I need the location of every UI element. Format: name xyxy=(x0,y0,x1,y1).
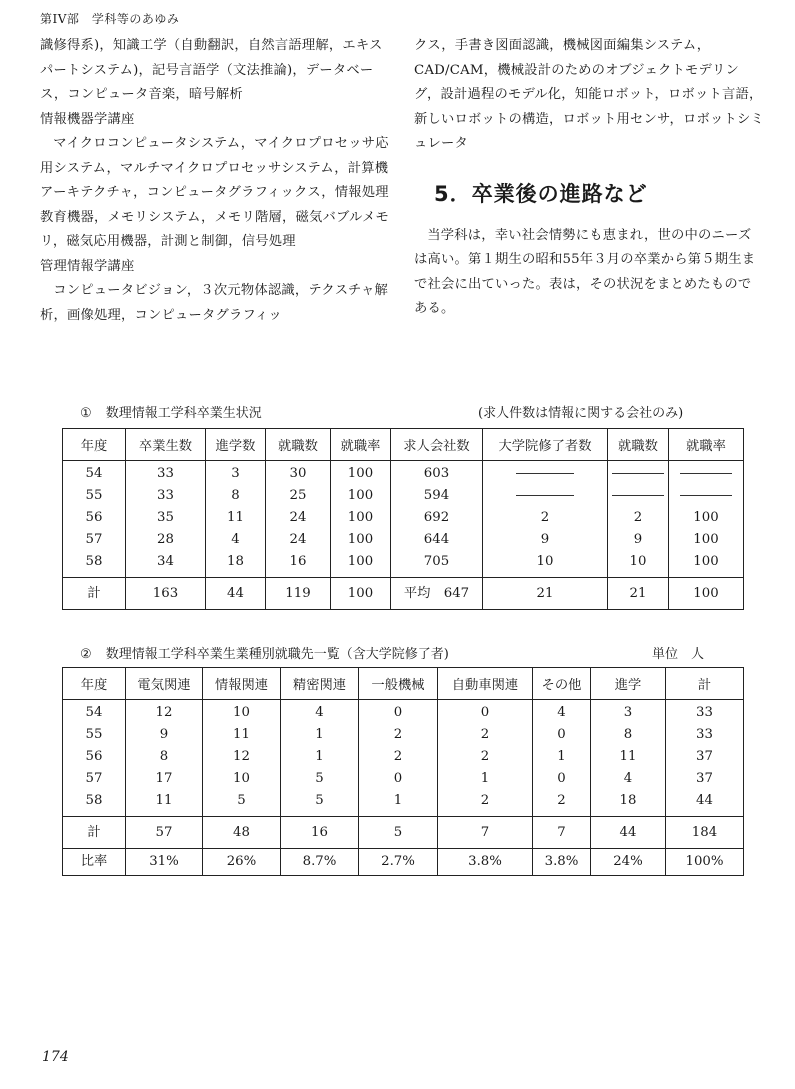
table2-cell: 54 xyxy=(63,700,126,725)
table2-row xyxy=(63,746,744,768)
table2-number: ② xyxy=(80,647,92,662)
table2-ratio-row xyxy=(63,849,744,876)
table2-cell: 8 xyxy=(591,724,666,746)
table1-cell: 34 xyxy=(126,551,206,578)
table2-total-cell: 44 xyxy=(591,817,666,849)
table1-total-row xyxy=(63,578,744,610)
running-head: 第IV部 学科等のあゆみ xyxy=(40,12,180,26)
table1-cell xyxy=(483,485,608,507)
table1-header-row xyxy=(63,429,744,461)
table2-cell: 10 xyxy=(203,768,281,790)
table2-header-row xyxy=(63,668,744,700)
table1-cell: 58 xyxy=(63,551,126,578)
table2-cell: 1 xyxy=(359,790,438,817)
table1-header-cell: 年度 xyxy=(63,429,126,461)
table1-cell: 30 xyxy=(266,461,331,486)
table1-total-cell: 163 xyxy=(126,578,206,610)
not-applicable-dash xyxy=(516,495,574,496)
table2-total-cell: 57 xyxy=(126,817,203,849)
table1-total-cell: 21 xyxy=(483,578,608,610)
table1-cell: 54 xyxy=(63,461,126,486)
table1-cell: 100 xyxy=(331,485,391,507)
table2-cell: 0 xyxy=(438,700,533,725)
table1-cell xyxy=(608,461,669,486)
paragraph-lab3-topics: コンピュータビジョン，３次元物体認識，テクスチャ解析，画像処理，コンピュータグラフィッ xyxy=(40,283,389,323)
table1-cell: 692 xyxy=(391,507,483,529)
table1-row xyxy=(63,461,744,486)
table1-cell: 100 xyxy=(331,529,391,551)
table2-ratio-cell: 3.8% xyxy=(533,849,591,876)
table1-cell xyxy=(669,461,744,486)
table2-row xyxy=(63,724,744,746)
table1-total-cell: 計 xyxy=(63,578,126,610)
table2-header-cell: その他 xyxy=(533,668,591,700)
table2-cell: 18 xyxy=(591,790,666,817)
table2-cell: 4 xyxy=(591,768,666,790)
table2-header-cell: 一般機械 xyxy=(359,668,438,700)
table1-caption xyxy=(80,402,262,421)
table2-row xyxy=(63,700,744,725)
table1-header-cell: 就職率 xyxy=(331,429,391,461)
table1-cell: 9 xyxy=(483,529,608,551)
table1-row xyxy=(63,507,744,529)
table1-cell: 100 xyxy=(331,551,391,578)
table1-cell: 100 xyxy=(331,461,391,486)
table1-number: ① xyxy=(80,406,92,421)
lab-title-management-information: 管理情報学講座 xyxy=(40,258,135,274)
table1-header-cell: 就職率 xyxy=(669,429,744,461)
table1-cell: 55 xyxy=(63,485,126,507)
table1-cell: 18 xyxy=(206,551,266,578)
table2-header-cell: 計 xyxy=(666,668,744,700)
table2-cell: 1 xyxy=(438,768,533,790)
table2-cell: 2 xyxy=(359,724,438,746)
table1-total-cell: 100 xyxy=(669,578,744,610)
table1-total-cell: 21 xyxy=(608,578,669,610)
not-applicable-dash xyxy=(612,495,664,496)
not-applicable-dash xyxy=(680,473,732,474)
table1-cell: 35 xyxy=(126,507,206,529)
right-column xyxy=(414,34,764,322)
table2-cell: 2 xyxy=(438,746,533,768)
table2-cell: 0 xyxy=(359,768,438,790)
table1-cell: 3 xyxy=(206,461,266,486)
table2-cell: 44 xyxy=(666,790,744,817)
table1-cell: 10 xyxy=(608,551,669,578)
table1-header-cell: 就職数 xyxy=(608,429,669,461)
table2-total-row xyxy=(63,817,744,849)
table2-cell: 33 xyxy=(666,700,744,725)
table2-cell: 11 xyxy=(591,746,666,768)
table2-cell: 37 xyxy=(666,746,744,768)
table1-cell: 100 xyxy=(331,507,391,529)
left-column xyxy=(40,34,390,328)
table1-cell: 10 xyxy=(483,551,608,578)
table2-ratio-cell: 24% xyxy=(591,849,666,876)
section-heading: 5．卒業後の進路など xyxy=(434,181,648,206)
table2-ratio-cell: 3.8% xyxy=(438,849,533,876)
table1-cell: 57 xyxy=(63,529,126,551)
table1-cell: 100 xyxy=(669,529,744,551)
table2-row xyxy=(63,768,744,790)
table1-header-cell: 進学数 xyxy=(206,429,266,461)
table1-cell: 16 xyxy=(266,551,331,578)
table2-cell: 11 xyxy=(203,724,281,746)
table2-ratio-cell: 2.7% xyxy=(359,849,438,876)
table1-cell: 2 xyxy=(608,507,669,529)
table2-cell: 2 xyxy=(438,724,533,746)
table1-total-cell: 119 xyxy=(266,578,331,610)
table1-cell xyxy=(669,485,744,507)
table2-header-cell: 電気関連 xyxy=(126,668,203,700)
table1-cell: 100 xyxy=(669,507,744,529)
table1-row xyxy=(63,529,744,551)
table2-cell: 55 xyxy=(63,724,126,746)
table2-total-cell: 7 xyxy=(533,817,591,849)
table2-total-cell: 16 xyxy=(281,817,359,849)
table1-header-cell: 求人会社数 xyxy=(391,429,483,461)
table2-cell: 5 xyxy=(281,790,359,817)
page-number: 174 xyxy=(42,1049,69,1065)
not-applicable-dash xyxy=(680,495,732,496)
table1-cell: 25 xyxy=(266,485,331,507)
table2-cell: 2 xyxy=(438,790,533,817)
lab-title-information-devices: 情報機器学講座 xyxy=(40,111,135,127)
table2-cell: 1 xyxy=(281,724,359,746)
table1-header-cell: 就職数 xyxy=(266,429,331,461)
table1-total-cell: 平均 647 xyxy=(391,578,483,610)
table2-cell: 12 xyxy=(203,746,281,768)
table1-cell: 8 xyxy=(206,485,266,507)
table1-total-cell: 100 xyxy=(331,578,391,610)
table2-cell: 0 xyxy=(533,768,591,790)
table2-cell: 2 xyxy=(359,746,438,768)
table1-row xyxy=(63,485,744,507)
table2-cell: 58 xyxy=(63,790,126,817)
table1-cell: 4 xyxy=(206,529,266,551)
table2-cell: 4 xyxy=(533,700,591,725)
paragraph-lab3-topics-continued: クス，手書き図面認識，機械図面編集システム，CAD/CAM，機械設計のためのオブジェクトモデリング，設計過程のモデル化，知能ロボット，ロボット言語，新しいロボットの構造，ロボット用センサ，ロボットシミュレータ xyxy=(414,38,764,151)
table1-cell: 56 xyxy=(63,507,126,529)
table2-header-cell: 進学 xyxy=(591,668,666,700)
table2-cell: 5 xyxy=(281,768,359,790)
table1-header-cell: 大学院修了者数 xyxy=(483,429,608,461)
table2-employment-by-industry xyxy=(62,667,744,876)
table2-cell: 0 xyxy=(533,724,591,746)
table2-cell: 1 xyxy=(281,746,359,768)
table2-cell: 57 xyxy=(63,768,126,790)
table2-ratio-cell: 8.7% xyxy=(281,849,359,876)
table1-cell xyxy=(608,485,669,507)
table1-total-cell: 44 xyxy=(206,578,266,610)
table1-cell: 24 xyxy=(266,529,331,551)
not-applicable-dash xyxy=(516,473,574,474)
table1-note: (求人件数は情報に関する会社のみ) xyxy=(478,406,684,421)
table1-cell: 11 xyxy=(206,507,266,529)
table2-title: 数理情報工学科卒業生業種別就職先一覧（含大学院修了者) xyxy=(105,647,449,662)
table1-cell: 2 xyxy=(483,507,608,529)
table2-total-cell: 5 xyxy=(359,817,438,849)
table2-ratio-cell: 26% xyxy=(203,849,281,876)
table1-title: 数理情報工学科卒業生状況 xyxy=(105,406,262,421)
table1-cell: 28 xyxy=(126,529,206,551)
table2-row xyxy=(63,790,744,817)
table2-cell: 5 xyxy=(203,790,281,817)
table1-cell: 603 xyxy=(391,461,483,486)
table2-cell: 56 xyxy=(63,746,126,768)
table1-cell xyxy=(483,461,608,486)
table2-cell: 8 xyxy=(126,746,203,768)
table2-cell: 10 xyxy=(203,700,281,725)
table2-total-cell: 計 xyxy=(63,817,126,849)
table2-total-cell: 7 xyxy=(438,817,533,849)
table2-ratio-cell: 31% xyxy=(126,849,203,876)
table1-cell: 100 xyxy=(669,551,744,578)
table2-ratio-cell: 比率 xyxy=(63,849,126,876)
table2-header-cell: 精密関連 xyxy=(281,668,359,700)
table1-cell: 644 xyxy=(391,529,483,551)
table1-row xyxy=(63,551,744,578)
table2-cell: 2 xyxy=(533,790,591,817)
table1-cell: 33 xyxy=(126,485,206,507)
table2-header-cell: 自動車関連 xyxy=(438,668,533,700)
table1-cell: 33 xyxy=(126,461,206,486)
table2-header-cell: 年度 xyxy=(63,668,126,700)
table2-cell: 37 xyxy=(666,768,744,790)
table2-unit: 単位 人 xyxy=(652,647,705,662)
table2-cell: 11 xyxy=(126,790,203,817)
table2-cell: 12 xyxy=(126,700,203,725)
table2-header-cell: 情報関連 xyxy=(203,668,281,700)
table1-cell: 9 xyxy=(608,529,669,551)
table1-cell: 24 xyxy=(266,507,331,529)
table2-cell: 1 xyxy=(533,746,591,768)
table2-cell: 0 xyxy=(359,700,438,725)
table1-cell: 705 xyxy=(391,551,483,578)
table2-ratio-cell: 100% xyxy=(666,849,744,876)
table2-total-cell: 48 xyxy=(203,817,281,849)
table2-cell: 4 xyxy=(281,700,359,725)
table2-cell: 17 xyxy=(126,768,203,790)
paragraph-lab2-topics: マイクロコンピュータシステム，マイクロプロセッサ応用システム，マルチマイクロプロセッサシステム，計算機アーキテクチャ，コンピュータグラフィックス，情報処理教育機器，メモリシステム，メモリ階層，磁気バブルメモリ，磁気応用機器，計測と制御，信号処理 xyxy=(40,136,390,249)
table2-caption xyxy=(80,643,449,662)
table2-total-cell: 184 xyxy=(666,817,744,849)
table1-graduate-status xyxy=(62,428,744,610)
paragraph-career-intro: 当学科は，幸い社会情勢にも恵まれ，世の中のニーズは高い。第１期生の昭和55年３月の卒業から第５期生まで社会に出ていった。表は，その状況をまとめたものである。 xyxy=(414,227,756,316)
not-applicable-dash xyxy=(612,473,664,474)
paragraph-lab1-topics: 識修得系)，知識工学（自動翻訳，自然言語理解，エキスパートシステム)，記号言語学（文法推論)，データベース，コンピュータ音楽，暗号解析 xyxy=(40,38,383,102)
table1-cell: 594 xyxy=(391,485,483,507)
table2-cell: 33 xyxy=(666,724,744,746)
table1-header-cell: 卒業生数 xyxy=(126,429,206,461)
table2-cell: 9 xyxy=(126,724,203,746)
table2-cell: 3 xyxy=(591,700,666,725)
